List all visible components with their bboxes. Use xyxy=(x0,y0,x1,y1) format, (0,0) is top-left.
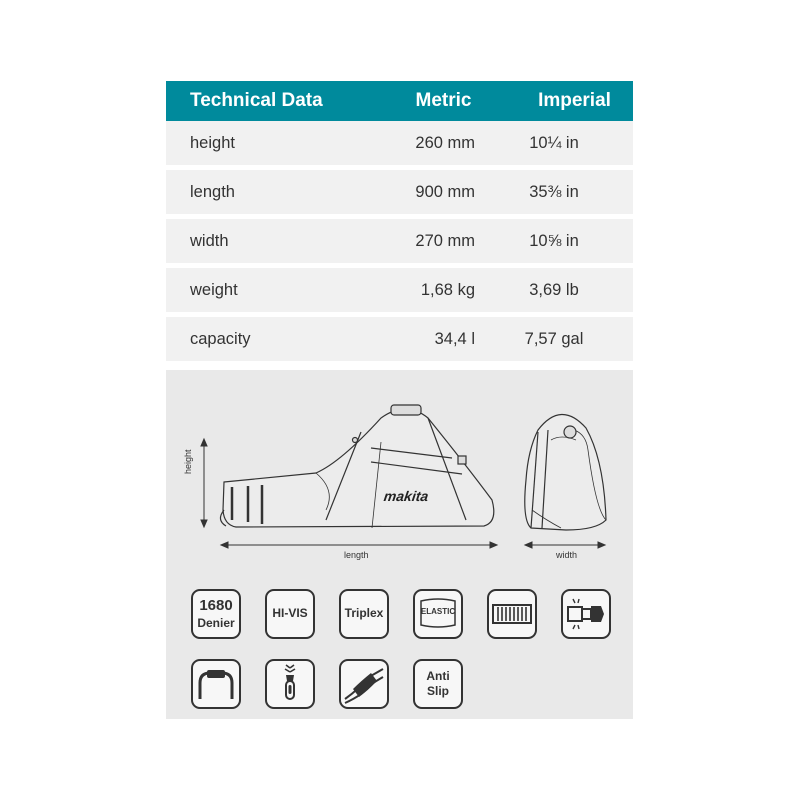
row-label: capacity xyxy=(190,329,251,348)
row-metric: 270 mm xyxy=(415,231,475,250)
row-imperial: 10¼ in xyxy=(529,133,579,152)
header-imperial: Imperial xyxy=(538,90,611,111)
buckle-icon xyxy=(561,589,611,639)
table-row xyxy=(166,219,633,263)
product-drawing-panel xyxy=(166,370,633,719)
row-label: width xyxy=(190,231,229,250)
shoulder-strap-icon xyxy=(339,659,389,709)
row-metric: 1,68 kg xyxy=(420,280,475,299)
table-row xyxy=(166,170,633,214)
strap-icon xyxy=(487,589,537,639)
row-label: height xyxy=(190,133,235,152)
row-metric: 260 mm xyxy=(415,133,475,152)
anti-slip-icon xyxy=(413,659,463,709)
hivis-label: HI-VIS xyxy=(272,606,308,620)
zipper-icon xyxy=(265,659,315,709)
anti-label: Anti xyxy=(426,669,450,683)
technical-data-table xyxy=(166,81,633,361)
denier-label: Denier xyxy=(197,616,235,630)
row-imperial: 10⅝ in xyxy=(529,231,579,250)
slip-label: Slip xyxy=(426,684,449,698)
table-row xyxy=(166,317,633,361)
table-row xyxy=(166,268,633,312)
elastic-icon xyxy=(413,589,463,639)
length-label: length xyxy=(344,550,369,560)
feature-icons xyxy=(166,370,633,719)
denier-number: 1680 xyxy=(199,597,233,614)
table-header xyxy=(166,81,633,121)
triplex-label: Triplex xyxy=(344,606,384,620)
row-metric: 900 mm xyxy=(415,182,475,201)
row-imperial: 3,69 lb xyxy=(529,280,579,299)
row-label: length xyxy=(190,182,235,201)
width-label: width xyxy=(556,550,578,560)
handle-icon xyxy=(191,659,241,709)
hivis-icon xyxy=(265,589,315,639)
makita-logo: makita xyxy=(382,488,430,504)
header-technical-data: Technical Data xyxy=(190,90,323,111)
table-row xyxy=(166,121,633,165)
row-imperial: 7,57 gal xyxy=(524,329,584,348)
denier-icon xyxy=(191,589,241,639)
triplex-icon xyxy=(339,589,389,639)
header-metric: Metric xyxy=(415,90,472,111)
height-label: height xyxy=(183,449,193,474)
row-imperial: 35⅜ in xyxy=(529,182,579,201)
row-label: weight xyxy=(190,280,238,299)
row-metric: 34,4 l xyxy=(434,329,475,348)
elastic-label: ELASTIC xyxy=(420,607,456,616)
